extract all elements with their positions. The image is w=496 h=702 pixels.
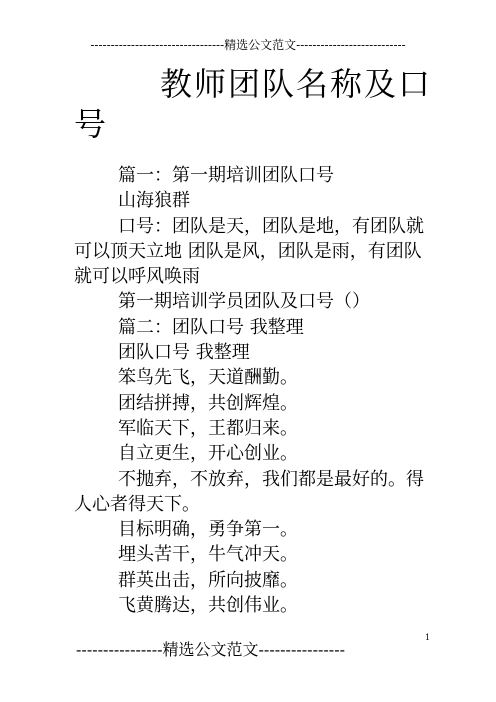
page-number: 1 <box>425 633 431 642</box>
paragraph: 团结拼搏，共创辉煌。 <box>118 392 298 414</box>
paragraph: 笨鸟先飞，天道酬勤。 <box>118 367 298 389</box>
document-body <box>74 163 434 618</box>
paragraph: 军临天下，王都归来。 <box>118 417 298 439</box>
paragraph: 不抛弃，不放弃，我们都是最好的。得人心者得天下。 <box>74 468 424 515</box>
paragraph: 自立更生，开心创业。 <box>118 443 298 465</box>
paragraph: 团队口号 我整理 <box>118 342 250 364</box>
document-title: 教师团队名称及口号 <box>74 65 433 143</box>
paragraph: 山海狼群 <box>118 190 190 212</box>
paragraph: 飞黄腾达，共创伟业。 <box>118 595 298 617</box>
paragraph: 篇一：第一期培训团队口号 <box>118 165 334 186</box>
page-header: ---------------------------------精选公文范文--------------------------- <box>90 38 406 52</box>
paragraph: 群英出击，所向披靡。 <box>118 569 298 591</box>
paragraph: 篇二：团队口号 我整理 <box>118 316 304 338</box>
page-footer: ----------------精选公文范文---------------- <box>76 640 346 659</box>
paragraph: 第一期培训学员团队及口号（） <box>118 291 370 313</box>
paragraph: 埋头苦干，牛气冲天。 <box>118 544 298 566</box>
paragraph: 口号：团队是天，团队是地，有团队就可以顶天立地 团队是风，团队是雨，有团队就可以呼风唤雨 <box>74 215 424 288</box>
paragraph: 目标明确，勇争第一。 <box>118 519 298 541</box>
